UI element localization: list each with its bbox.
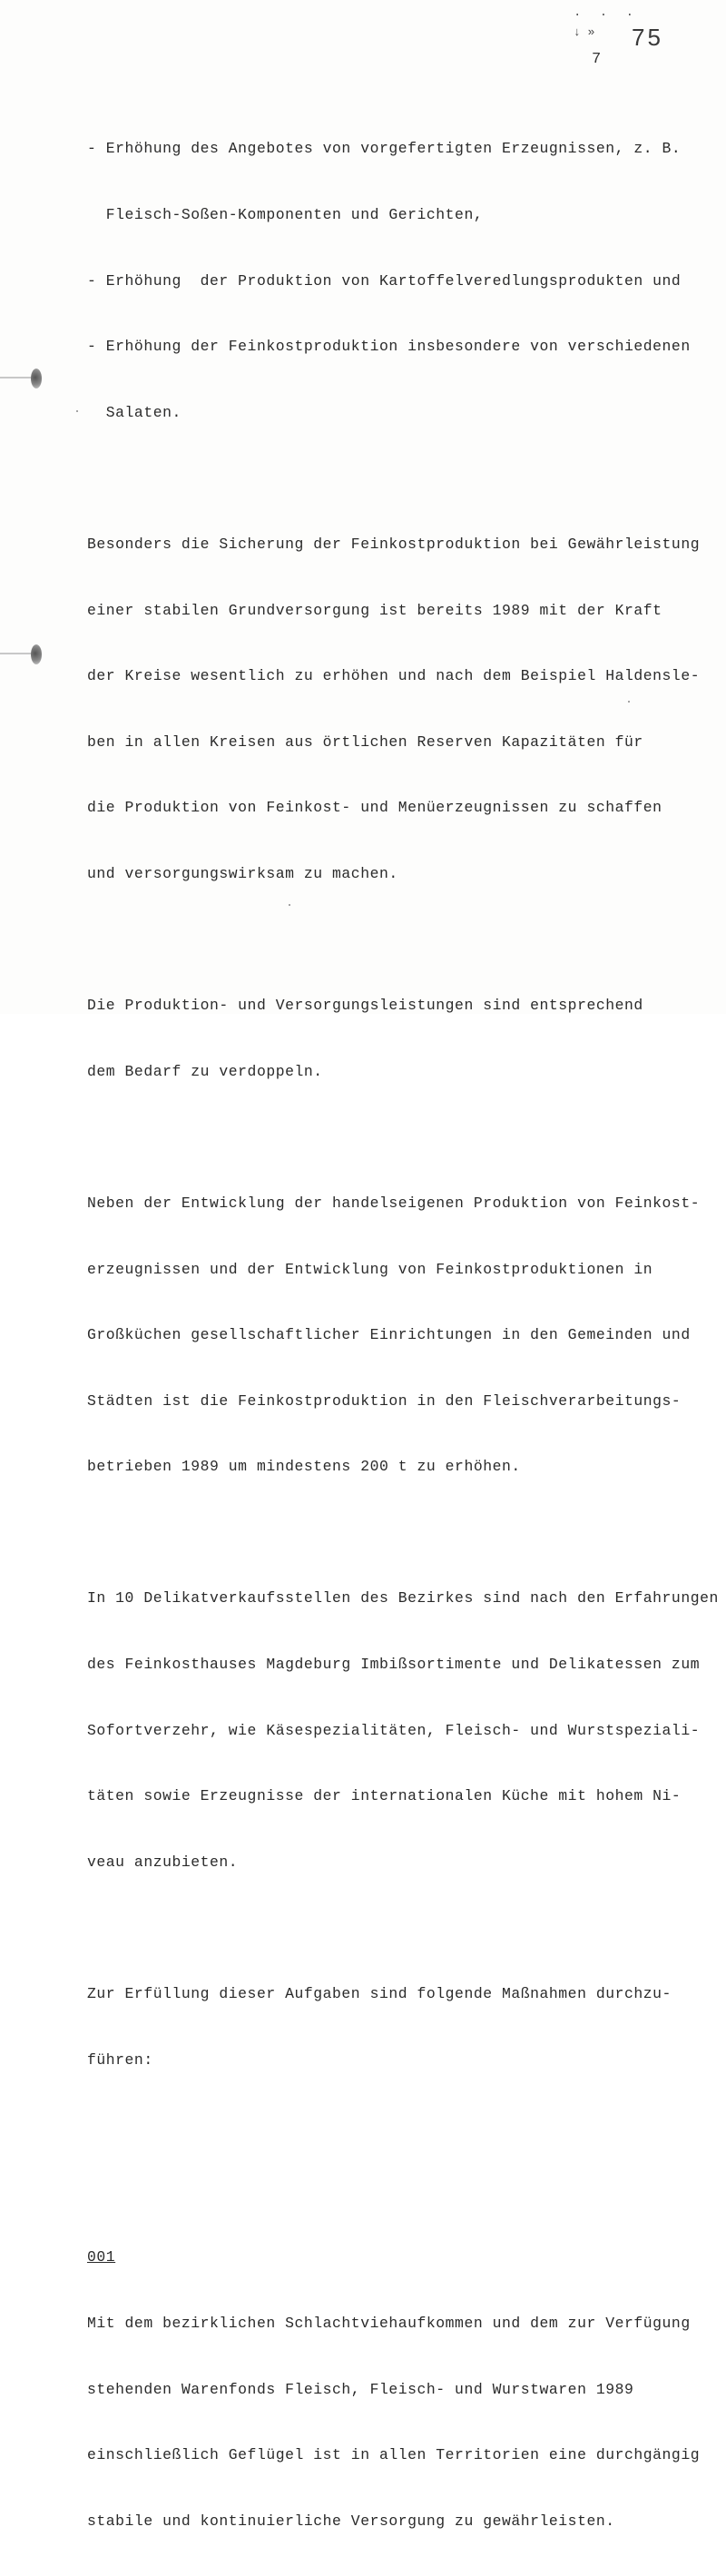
text-line: die Produktion von Feinkost- und Menüerzeugnissen zu schaffen — [87, 799, 662, 817]
text-line: - Erhöhung der Feinkostproduktion insbesondere von verschiedenen — [87, 338, 691, 356]
paragraph-gap — [87, 467, 668, 489]
text-line: Großküchen gesellschaftlicher Einrichtungen in den Gemeinden und — [87, 1326, 691, 1344]
punch-hole-icon — [0, 644, 44, 664]
text-line: - Erhöhung des Angebotes von vorgefertigten Erzeugnissen, z. B. — [87, 140, 682, 158]
text-line: stehenden Warenfonds Fleisch, Fleisch- und Wurstwaren 1989 — [87, 2380, 634, 2398]
text-line: täten sowie Erzeugnisse der internationalen Küche mit hohem Ni- — [87, 1787, 682, 1805]
text-line: - Erhöhung der Produktion von Kartoffelveredlungsprodukten und — [87, 271, 682, 290]
text-line: des Feinkosthauses Magdeburg Imbißsortimente und Delikatessen zum — [87, 1656, 701, 1674]
paper-speck — [76, 410, 78, 412]
text-line: einer stabilen Grundversorgung ist bereits 1989 mit der Kraft — [87, 601, 662, 619]
paragraph-gap — [87, 929, 668, 951]
paragraph-gap — [87, 1522, 668, 1544]
text-line: und versorgungswirksam zu machen. — [87, 864, 398, 882]
text-line: Fleisch-Soßen-Komponenten und Gerichten, — [87, 206, 484, 223]
text-line: veau anzubieten. — [87, 1853, 239, 1871]
text-line: Sofortverzehr, wie Käsespezialitäten, Fleisch- und Wurstspeziali- — [87, 1721, 701, 1739]
text-line: Die Produktion- und Versorgungsleistungen sind entsprechend — [87, 997, 643, 1015]
page-number: 7 — [592, 51, 602, 68]
text-line: einschließlich Geflügel ist in allen Territorien eine durchgängig — [87, 2446, 701, 2464]
paragraph-gap — [87, 1126, 668, 1148]
punch-hole-icon — [0, 369, 44, 388]
corner-arrow-mark: ↓ » — [574, 25, 595, 39]
text-line: In 10 Delikatverkaufsstellen des Bezirkes sind nach den Erfahrungen — [87, 1589, 719, 1608]
paragraph-gap — [87, 1917, 668, 1939]
corner-marks: . . . — [574, 5, 640, 20]
text-line: führen: — [87, 2050, 153, 2069]
text-line: ben in allen Kreisen aus örtlichen Reserven Kapazitäten für — [87, 732, 643, 751]
body-text — [87, 94, 719, 2576]
text-line: Neben der Entwicklung der handelseigenen Produktion von Feinkost- — [87, 1194, 701, 1212]
archive-number: 75 — [632, 24, 663, 51]
text-line: Zur Erfüllung dieser Aufgaben sind folgende Maßnahmen durchzu- — [87, 1985, 672, 2003]
text-line: dem Bedarf zu verdoppeln. — [87, 1062, 323, 1080]
section-number: 001 — [87, 2248, 116, 2266]
text-line: betrieben 1989 um mindestens 200 t zu erhöhen. — [87, 1458, 521, 1476]
text-line: der Kreise wesentlich zu erhöhen und nach dem Beispiel Haldensle- — [87, 667, 701, 685]
text-line: Mit dem bezirklichen Schlachtviehaufkommen und dem zur Verfügung — [87, 2315, 691, 2332]
text-line: Besonders die Sicherung der Feinkostproduktion bei Gewährleistung — [87, 535, 701, 553]
text-line: erzeugnissen und der Entwicklung von Feinkostproduktionen in — [87, 1260, 653, 1278]
text-line: Städten ist die Feinkostproduktion in den Fleischverarbeitungs- — [87, 1391, 682, 1410]
paragraph-gap — [87, 2181, 668, 2203]
paragraph-gap — [87, 2115, 668, 2137]
text-line: Salaten. — [87, 403, 182, 421]
text-line: stabile und kontinuierliche Versorgung zu gewährleisten. — [87, 2512, 615, 2530]
